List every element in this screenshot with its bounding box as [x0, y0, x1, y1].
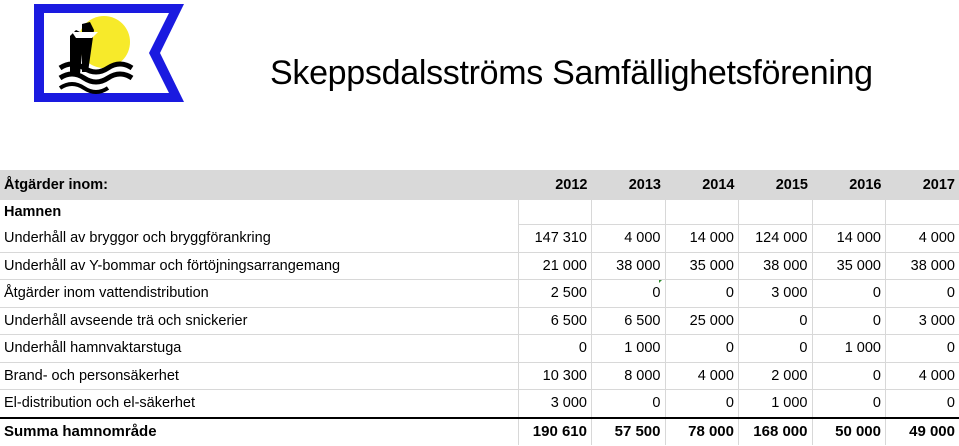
- cell-value: 21 000: [518, 252, 592, 280]
- cell-value: 0: [812, 390, 886, 418]
- table-row: [0, 252, 959, 280]
- table-row: [0, 225, 959, 253]
- cell-value: 8 000: [592, 362, 666, 390]
- cell-value: 3 000: [518, 390, 592, 418]
- cell-value: [592, 280, 666, 308]
- total-value: 57 500: [592, 418, 666, 446]
- row-label: Underhåll hamnvaktarstuga: [0, 335, 518, 363]
- cell-value: 4 000: [886, 362, 959, 390]
- cell-value: 0: [592, 390, 666, 418]
- total-label: Summa hamnområde: [0, 418, 518, 446]
- cell-value: 3 000: [739, 280, 813, 308]
- total-value: 50 000: [812, 418, 886, 446]
- empty-cell: [886, 200, 959, 225]
- cell-value: 0: [812, 280, 886, 308]
- year-header: 2013: [592, 170, 666, 200]
- row-label: Underhåll av bryggor och bryggförankring: [0, 225, 518, 253]
- cell-value: 38 000: [592, 252, 666, 280]
- cell-value: 0: [665, 390, 739, 418]
- cell-value: 124 000: [739, 225, 813, 253]
- cell-value: 3 000: [886, 307, 959, 335]
- cell-value: 35 000: [665, 252, 739, 280]
- cell-value: 25 000: [665, 307, 739, 335]
- total-value: 78 000: [665, 418, 739, 446]
- section-label: Hamnen: [0, 200, 518, 225]
- logo-flag-icon: [32, 2, 188, 104]
- section-row: [0, 200, 959, 225]
- cell-value: 147 310: [518, 225, 592, 253]
- cell-value: 4 000: [886, 225, 959, 253]
- year-header: 2015: [739, 170, 813, 200]
- cell-value: 0: [886, 390, 959, 418]
- cell-value: 4 000: [665, 362, 739, 390]
- table-header-row: [0, 170, 959, 200]
- cell-value: 0: [739, 307, 813, 335]
- empty-cell: [739, 200, 813, 225]
- header-label: Åtgärder inom:: [0, 170, 518, 200]
- total-row: [0, 418, 959, 446]
- year-header: 2016: [812, 170, 886, 200]
- cell-value: 4 000: [592, 225, 666, 253]
- cell-value: 0: [812, 362, 886, 390]
- budget-table: [0, 170, 959, 445]
- year-header: 2014: [665, 170, 739, 200]
- cell-value: 0: [812, 307, 886, 335]
- table-row: [0, 280, 959, 308]
- row-label: Åtgärder inom vattendistribution: [0, 280, 518, 308]
- year-header: 2017: [886, 170, 959, 200]
- cell-value: 6 500: [592, 307, 666, 335]
- association-logo: [32, 2, 188, 104]
- cell-value: 1 000: [592, 335, 666, 363]
- table-row: [0, 362, 959, 390]
- cell-value: 0: [886, 335, 959, 363]
- cell-value: 38 000: [739, 252, 813, 280]
- row-label: El-distribution och el-säkerhet: [0, 390, 518, 418]
- empty-cell: [812, 200, 886, 225]
- table-row: [0, 335, 959, 363]
- cell-value: 6 500: [518, 307, 592, 335]
- cell-value: 2 500: [518, 280, 592, 308]
- cell-value: 0: [665, 280, 739, 308]
- cell-value: 2 000: [739, 362, 813, 390]
- cell-value: 1 000: [812, 335, 886, 363]
- row-label: Underhåll av Y-bommar och förtöjningsarrangemang: [0, 252, 518, 280]
- total-value: 190 610: [518, 418, 592, 446]
- empty-cell: [592, 200, 666, 225]
- page-title: Skeppsdalsströms Samfällighetsförening: [270, 53, 873, 92]
- table-row: [0, 307, 959, 335]
- cell-value: 14 000: [665, 225, 739, 253]
- cell-value-text: 0: [652, 285, 661, 302]
- year-header: 2012: [518, 170, 592, 200]
- cell-value: 0: [886, 280, 959, 308]
- cell-value: 14 000: [812, 225, 886, 253]
- table-row: [0, 390, 959, 418]
- cell-value: 10 300: [518, 362, 592, 390]
- cell-value: 38 000: [886, 252, 959, 280]
- cell-value: 1 000: [739, 390, 813, 418]
- cell-value: 0: [739, 335, 813, 363]
- row-label: Underhåll avseende trä och snickerier: [0, 307, 518, 335]
- empty-cell: [518, 200, 592, 225]
- total-value: 168 000: [739, 418, 813, 446]
- row-label: Brand- och personsäkerhet: [0, 362, 518, 390]
- cell-value: 0: [665, 335, 739, 363]
- cell-value: 0: [518, 335, 592, 363]
- cell-value: 35 000: [812, 252, 886, 280]
- empty-cell: [665, 200, 739, 225]
- total-value: 49 000: [886, 418, 959, 446]
